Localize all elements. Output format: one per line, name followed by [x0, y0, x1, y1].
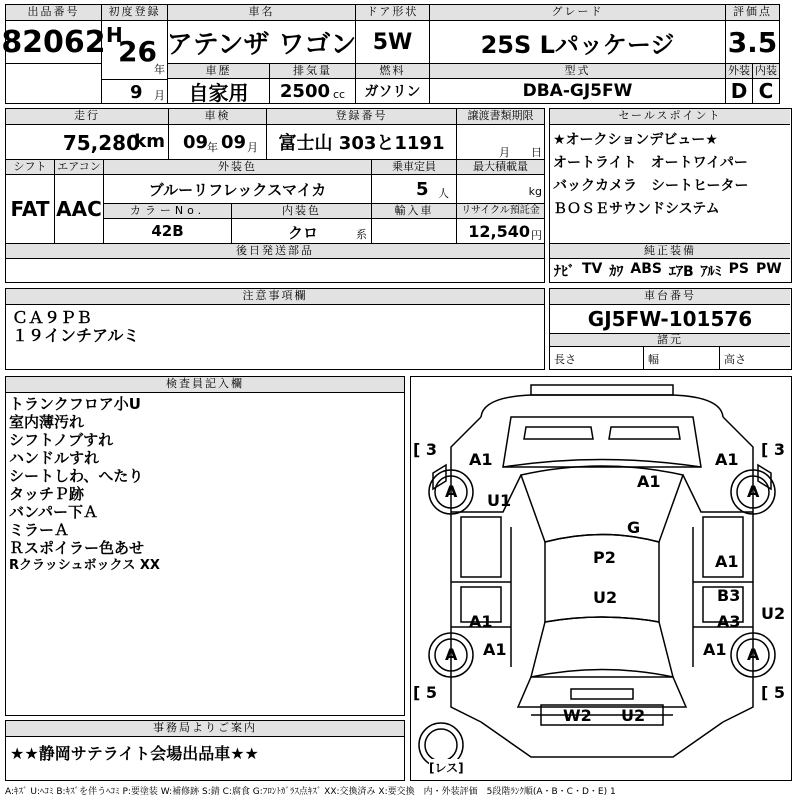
first-reg-label: 初度登録	[102, 5, 168, 21]
car-name-value: アテンザ ワゴン	[168, 21, 356, 63]
equipment-item: PS	[728, 261, 749, 277]
transfer-month-unit: 月	[499, 146, 510, 159]
history-label: 車歴	[168, 63, 270, 79]
insp-year: 09	[183, 132, 209, 153]
year-value: 26	[118, 35, 157, 68]
specs-label: 諸元	[550, 333, 790, 347]
era-value: H	[106, 23, 123, 47]
month-value: 9	[130, 82, 143, 103]
damage-roof: G	[627, 518, 641, 537]
inspector-item: トランクフロア小U	[9, 395, 141, 413]
notes-label: 注意事項欄	[6, 289, 544, 305]
legend: A:ｷｽﾞ U:ﾍｺﾐ B:ｷｽﾞを伴うﾍｺﾐ P:要塗装 W:補修跡 S:錆 C:腐食 G:ﾌﾛﾝﾄｶﾞﾗｽ点ｷｽﾞ XX:交換済み X:要交換 内・外装評価 5段階ﾗﾝｸ順(A・B・C・D・E) 1	[5, 787, 616, 797]
sales-points-label: セールスポイント	[550, 109, 790, 125]
tire-fl-mark: A	[445, 482, 458, 501]
tire-rl-mark: A	[445, 645, 458, 664]
damage-l-quarter: A1	[483, 640, 507, 659]
capacity-label: 乗車定員	[372, 159, 457, 175]
note-item: ＣＡ９ＰＢ	[12, 308, 93, 327]
tread-front-right: [ 3	[761, 440, 786, 459]
int-color-unit: 系	[356, 228, 367, 241]
damage-r-rear-door-2: A3	[717, 612, 741, 631]
sales-point-item: ★オークションデビュー★	[553, 132, 718, 148]
shift-label: シフト	[6, 159, 55, 175]
height-label: 高さ	[724, 353, 746, 366]
inspector-label: 検査員記入欄	[6, 377, 404, 393]
car-outline	[411, 377, 791, 780]
inspection-label: 車検	[169, 109, 267, 125]
insp-month: 09	[221, 132, 247, 153]
insp-year-unit: 年	[207, 141, 218, 154]
year-unit: 年	[154, 63, 165, 76]
door-value: 5W	[356, 21, 430, 63]
equipment-item: ｱﾙﾐ	[700, 264, 722, 280]
exterior-value: D	[726, 79, 753, 103]
car-diagram	[410, 376, 792, 781]
equipment-list	[554, 261, 790, 281]
inspection-cell	[169, 125, 267, 159]
reg-no-label: 登録番号	[267, 109, 457, 125]
displacement-value: 2500	[279, 80, 330, 102]
damage-fl-door: U1	[487, 491, 512, 510]
grade-value: 25S Lパッケージ	[430, 21, 726, 63]
recycle-cell	[457, 219, 544, 243]
max-load-unit: kg	[528, 185, 542, 198]
score-value: 3.5	[727, 25, 778, 59]
damage-r-quarter-2: A1	[703, 640, 727, 659]
insp-month-unit: 月	[247, 141, 258, 154]
capacity-cell	[372, 175, 457, 203]
damage-r-quarter: U2	[761, 604, 786, 623]
first-reg-divider	[102, 21, 168, 79]
chassis-label: 車台番号	[550, 289, 790, 305]
ext-color-label: 外装色	[104, 159, 372, 175]
inspector-item: シートしわ、へたり	[9, 467, 144, 485]
sales-point-item: ＢＯＳＥサウンドシステム	[553, 201, 720, 217]
office-label: 事務局よりご案内	[6, 721, 404, 737]
equipment-item: ｴｱB	[668, 264, 694, 280]
displacement-label: 排気量	[270, 63, 356, 79]
history-value: 自家用	[168, 79, 270, 103]
model-label: 型式	[430, 63, 726, 79]
inspector-item: バンパー下Ａ	[9, 503, 98, 521]
tread-rear-left: [ 5	[413, 683, 438, 702]
fuel-label: 燃料	[356, 63, 430, 79]
mileage-unit: km	[134, 131, 165, 152]
score-label: 評価点	[726, 5, 779, 21]
sales-point-item: オートライト オートワイパー	[553, 155, 748, 171]
capacity-value: 5	[416, 179, 429, 200]
shift-value: FAT	[6, 175, 55, 243]
tread-front-left: [ 3	[413, 440, 438, 459]
office-block	[5, 720, 405, 781]
chassis-block	[549, 288, 792, 370]
displacement-unit: cc	[333, 87, 346, 101]
ac-value: AAC	[55, 175, 104, 243]
int-color-value: クロ	[288, 224, 319, 242]
color-no-label: カラーNo.	[104, 203, 232, 219]
sales-point-item: バックカメラ シートヒーター	[553, 178, 749, 194]
lot-number: 82062	[6, 21, 102, 63]
tire-rr-mark: A	[747, 645, 760, 664]
notes-list	[12, 309, 139, 345]
interior-value: C	[758, 79, 774, 103]
inspector-item: ミラーＡ	[9, 521, 70, 539]
mileage-value: 75,280	[62, 131, 140, 155]
mileage-cell	[6, 125, 169, 159]
damage-rear-bumper-right: U2	[621, 706, 646, 725]
transfer-cell	[457, 125, 544, 159]
grade-label: グレード	[430, 5, 726, 21]
length-label: 長さ	[550, 347, 644, 369]
damage-roof-rear: U2	[593, 588, 618, 607]
inspector-item: タッチＰ跡	[9, 485, 85, 503]
inspector-item: Ｒスポイラー色あせ	[9, 539, 145, 557]
damage-roof-mid: P2	[593, 548, 616, 567]
recycle-unit: 円	[531, 229, 542, 242]
max-load-label: 最大積載量	[457, 159, 544, 175]
int-color-cell	[232, 219, 372, 243]
equipment-item: ABS	[630, 261, 662, 277]
chassis-value: GJ5FW-101576	[587, 307, 753, 331]
damage-r-front-door: A1	[715, 552, 739, 571]
damage-fl-fender: A1	[469, 450, 493, 469]
damage-l-rear-door: A1	[469, 612, 493, 631]
recycle-value: 12,540	[468, 222, 530, 241]
transfer-label: 譲渡書類期限	[457, 109, 544, 125]
vehicle-info-block	[5, 108, 545, 283]
later-parts-cell	[6, 259, 544, 281]
tread-rear-right: [ 5	[761, 683, 786, 702]
displacement-cell	[270, 79, 356, 103]
damage-rear-bumper-left: W2	[563, 706, 592, 725]
inspector-block	[5, 376, 405, 716]
notes-block	[5, 288, 545, 370]
fuel-value: ガソリン	[356, 79, 430, 103]
note-item: １９インチアルミ	[12, 326, 140, 345]
tire-fr-mark: A	[747, 482, 760, 501]
equipment-label: 純正装備	[550, 243, 790, 259]
interior-label: 内装	[755, 64, 777, 77]
sales-points-block	[549, 108, 792, 283]
color-no-value: 42B	[104, 219, 232, 243]
int-color-label: 内装色	[232, 203, 372, 219]
width-label: 幅	[644, 347, 720, 369]
inspector-item: 室内薄汚れ	[9, 413, 85, 431]
equipment-item: TV	[582, 261, 603, 277]
sales-points-list	[553, 129, 748, 221]
lot-label: 出品番号	[6, 5, 102, 21]
car-name-label: 車名	[168, 5, 356, 21]
reg-no-value: 富士山 303と1191	[267, 125, 457, 159]
inspector-item: ハンドルすれ	[9, 449, 100, 467]
inspector-item: シフトノブすれ	[9, 431, 114, 449]
inspector-item: Rクラッシュボックス XX	[9, 558, 160, 573]
lot-blank	[6, 63, 102, 103]
transfer-day-unit: 日	[531, 146, 542, 159]
inspector-list	[9, 395, 160, 575]
damage-hood: A1	[637, 472, 661, 491]
max-load-cell	[457, 175, 544, 203]
damage-fr-fender: A1	[715, 450, 739, 469]
spare-label: [レス]	[429, 761, 464, 775]
later-parts-label: 後日発送部品	[6, 243, 544, 259]
equipment-item: PW	[756, 261, 782, 277]
exterior-label: 外装	[726, 63, 753, 79]
equipment-item: ｶﾜ	[609, 264, 624, 280]
ext-color-value: ブルーリフレックスマイカ	[104, 175, 372, 203]
capacity-unit: 人	[438, 187, 449, 200]
month-unit: 月	[154, 89, 165, 102]
mileage-label: 走行	[6, 109, 169, 125]
header-block	[1, 4, 780, 105]
recycle-label: リサイクル預託金	[457, 203, 544, 219]
ac-label: エアコン	[55, 159, 104, 175]
import-cell	[372, 219, 457, 243]
office-text: ★★静岡サテライト会場出品車★★	[10, 744, 259, 763]
model-value: DBA-GJ5FW	[430, 79, 726, 103]
door-label: ドア形状	[356, 5, 430, 21]
damage-r-rear-door-1: B3	[717, 586, 741, 605]
import-label: 輸入車	[372, 203, 457, 219]
equipment-item: ﾅﾋﾞ	[554, 264, 575, 280]
